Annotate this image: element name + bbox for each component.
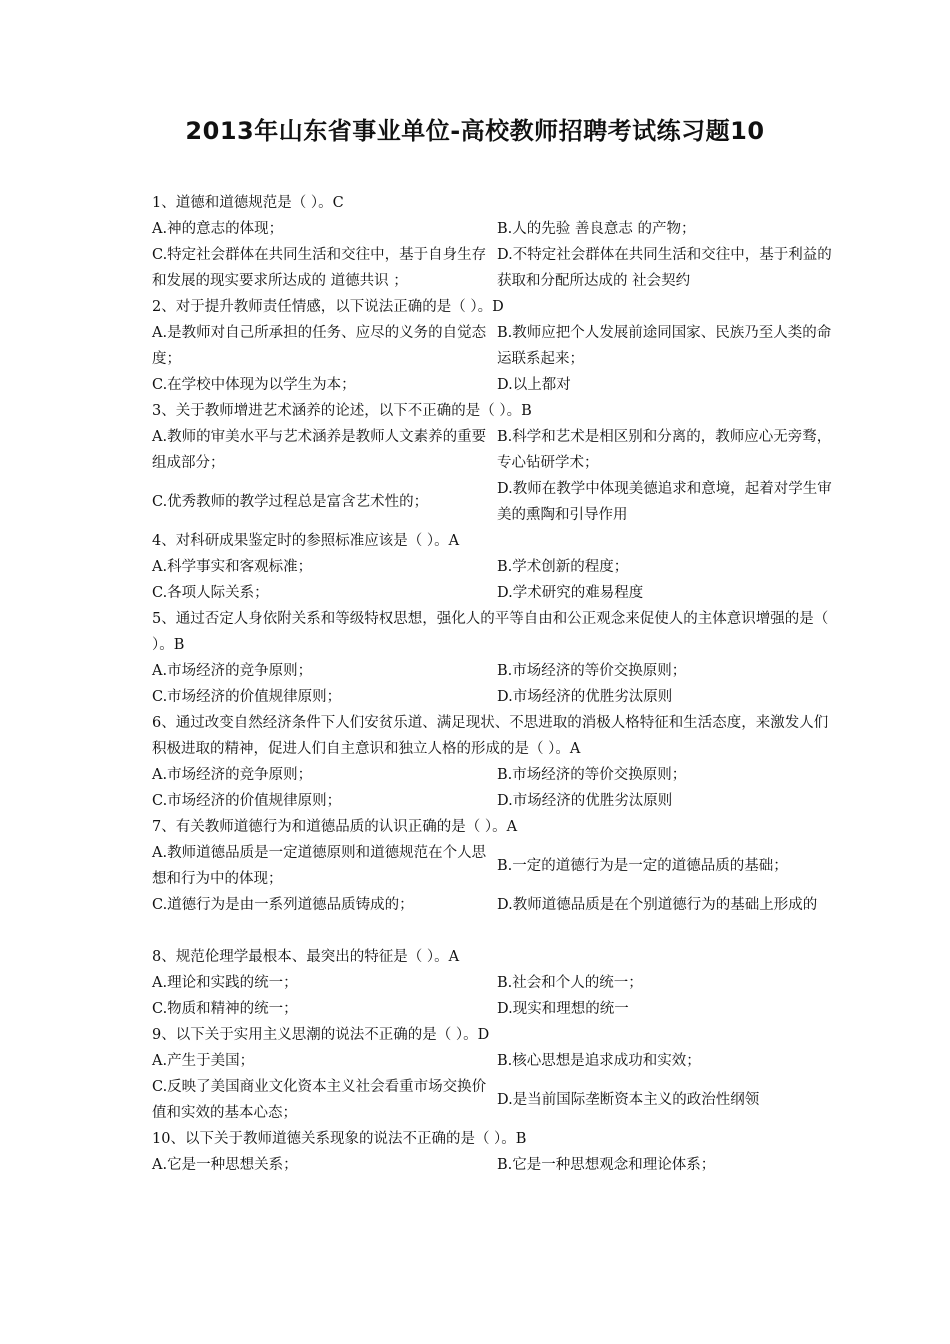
option-row bbox=[152, 1074, 832, 1126]
option-d: D.教师道德品质是在个别道德行为的基础上形成的 bbox=[497, 897, 818, 913]
option-row bbox=[152, 216, 832, 242]
option-a: A.产生于美国； bbox=[152, 1053, 255, 1069]
question-stem: 5、通过否定人身依附关系和等级特权思想，强化人的平等自由和公正观念来促使人的主体意识增强的是（ ）。B bbox=[152, 611, 829, 653]
question-list bbox=[152, 190, 832, 1178]
option-a: A.教师的审美水平与艺术涵养是教师人文素养的重要组成部分； bbox=[152, 429, 487, 471]
option-c: C.在学校中体现为以学生为本； bbox=[152, 377, 356, 393]
page-title: 2013年山东省事业单位-高校教师招聘考试练习题10 bbox=[185, 117, 765, 145]
option-b: B.市场经济的等价交换原则； bbox=[497, 767, 687, 783]
option-c: C.市场经济的价值规律原则； bbox=[152, 689, 342, 705]
option-c: C.市场经济的价值规律原则； bbox=[152, 793, 342, 809]
option-row bbox=[152, 580, 832, 606]
option-b: B.一定的道德行为是一定的道德品质的基础； bbox=[497, 858, 788, 874]
option-a: A.神的意志的体现； bbox=[152, 221, 284, 237]
option-c: C.反映了美国商业文化资本主义社会看重市场交换价值和实效的基本心态； bbox=[152, 1079, 487, 1121]
option-a: A.理论和实践的统一； bbox=[152, 975, 298, 991]
option-a: A.科学事实和客观标准； bbox=[152, 559, 313, 575]
option-d: D.以上都对 bbox=[497, 377, 571, 393]
option-row bbox=[152, 684, 832, 710]
option-row bbox=[152, 372, 832, 398]
option-row bbox=[152, 788, 832, 814]
option-row bbox=[152, 424, 832, 476]
option-d: D.现实和理想的统一 bbox=[497, 1001, 629, 1017]
option-b: B.人的先验 善良意志 的产物； bbox=[497, 221, 696, 237]
option-c: C.优秀教师的教学过程总是富含艺术性的； bbox=[152, 494, 429, 510]
option-a: A.市场经济的竞争原则； bbox=[152, 663, 313, 679]
option-a: A.它是一种思想关系； bbox=[152, 1157, 298, 1173]
option-d: D.学术研究的难易程度 bbox=[497, 585, 644, 601]
option-row bbox=[152, 1048, 832, 1074]
option-b: B.它是一种思想观念和理论体系； bbox=[497, 1157, 716, 1173]
option-b: B.市场经济的等价交换原则； bbox=[497, 663, 687, 679]
option-row bbox=[152, 840, 832, 892]
option-d: D.教师在教学中体现美德追求和意境，起着对学生审美的熏陶和引导作用 bbox=[497, 481, 832, 523]
question-stem: 7、有关教师道德行为和道德品质的认识正确的是（ ）。A bbox=[152, 819, 518, 835]
option-row bbox=[152, 996, 832, 1022]
option-c: C.特定社会群体在共同生活和交往中，基于自身生存和发展的现实要求所达成的 道德共识 ； bbox=[152, 247, 487, 289]
option-row bbox=[152, 1152, 832, 1178]
option-row bbox=[152, 970, 832, 996]
paragraph-gap bbox=[152, 918, 832, 944]
question-stem: 2、对于提升教师责任情感，以下说法正确的是（ ）。D bbox=[152, 299, 504, 315]
question-stem: 3、关于教师增进艺术涵养的论述，以下不正确的是（ ）。B bbox=[152, 403, 532, 419]
option-d: D.不特定社会群体在共同生活和交往中，基于利益的获取和分配所达成的 社会契约 bbox=[497, 247, 832, 289]
option-a: A.市场经济的竞争原则； bbox=[152, 767, 313, 783]
option-b: B.社会和个人的统一； bbox=[497, 975, 643, 991]
option-row bbox=[152, 892, 832, 918]
option-b: B.核心思想是追求成功和实效； bbox=[497, 1053, 701, 1069]
option-a: A.是教师对自己所承担的任务、应尽的义务的自觉态度； bbox=[152, 325, 487, 367]
option-c: C.物质和精神的统一； bbox=[152, 1001, 298, 1017]
option-row bbox=[152, 320, 832, 372]
question-stem: 8、规范伦理学最根本、最突出的特征是（ ）。A bbox=[152, 949, 460, 965]
option-row bbox=[152, 242, 832, 294]
option-b: B.科学和艺术是相区别和分离的，教师应心无旁骛，专心钻研学术； bbox=[497, 429, 832, 471]
option-d: D.是当前国际垄断资本主义的政治性纲领 bbox=[497, 1092, 760, 1108]
question-stem: 9、以下关于实用主义思潮的说法不正确的是（ ）。D bbox=[152, 1027, 490, 1043]
option-row bbox=[152, 554, 832, 580]
option-row bbox=[152, 476, 832, 528]
option-row bbox=[152, 762, 832, 788]
option-d: D.市场经济的优胜劣汰原则 bbox=[497, 793, 673, 809]
option-b: B.教师应把个人发展前途同国家、民族乃至人类的命运联系起来； bbox=[497, 325, 832, 367]
option-c: C.道德行为是由一系列道德品质铸成的； bbox=[152, 897, 414, 913]
question-stem: 6、通过改变自然经济条件下人们安贫乐道、满足现状、不思进取的消极人格特征和生活态度，来激发人们积极进取的精神，促进人们自主意识和独立人格的形成的是（ ）。A bbox=[152, 715, 829, 757]
question-stem: 10、以下关于教师道德关系现象的说法不正确的是（ ）。B bbox=[152, 1131, 527, 1147]
question-stem: 4、对科研成果鉴定时的参照标准应该是（ ）。A bbox=[152, 533, 460, 549]
option-c: C.各项人际关系； bbox=[152, 585, 269, 601]
question-stem: 1、道德和道德规范是（ ）。C bbox=[152, 195, 344, 211]
option-row bbox=[152, 658, 832, 684]
option-b: B.学术创新的程度； bbox=[497, 559, 629, 575]
option-d: D.市场经济的优胜劣汰原则 bbox=[497, 689, 673, 705]
option-a: A.教师道德品质是一定道德原则和道德规范在个人思想和行为中的体现； bbox=[152, 845, 487, 887]
